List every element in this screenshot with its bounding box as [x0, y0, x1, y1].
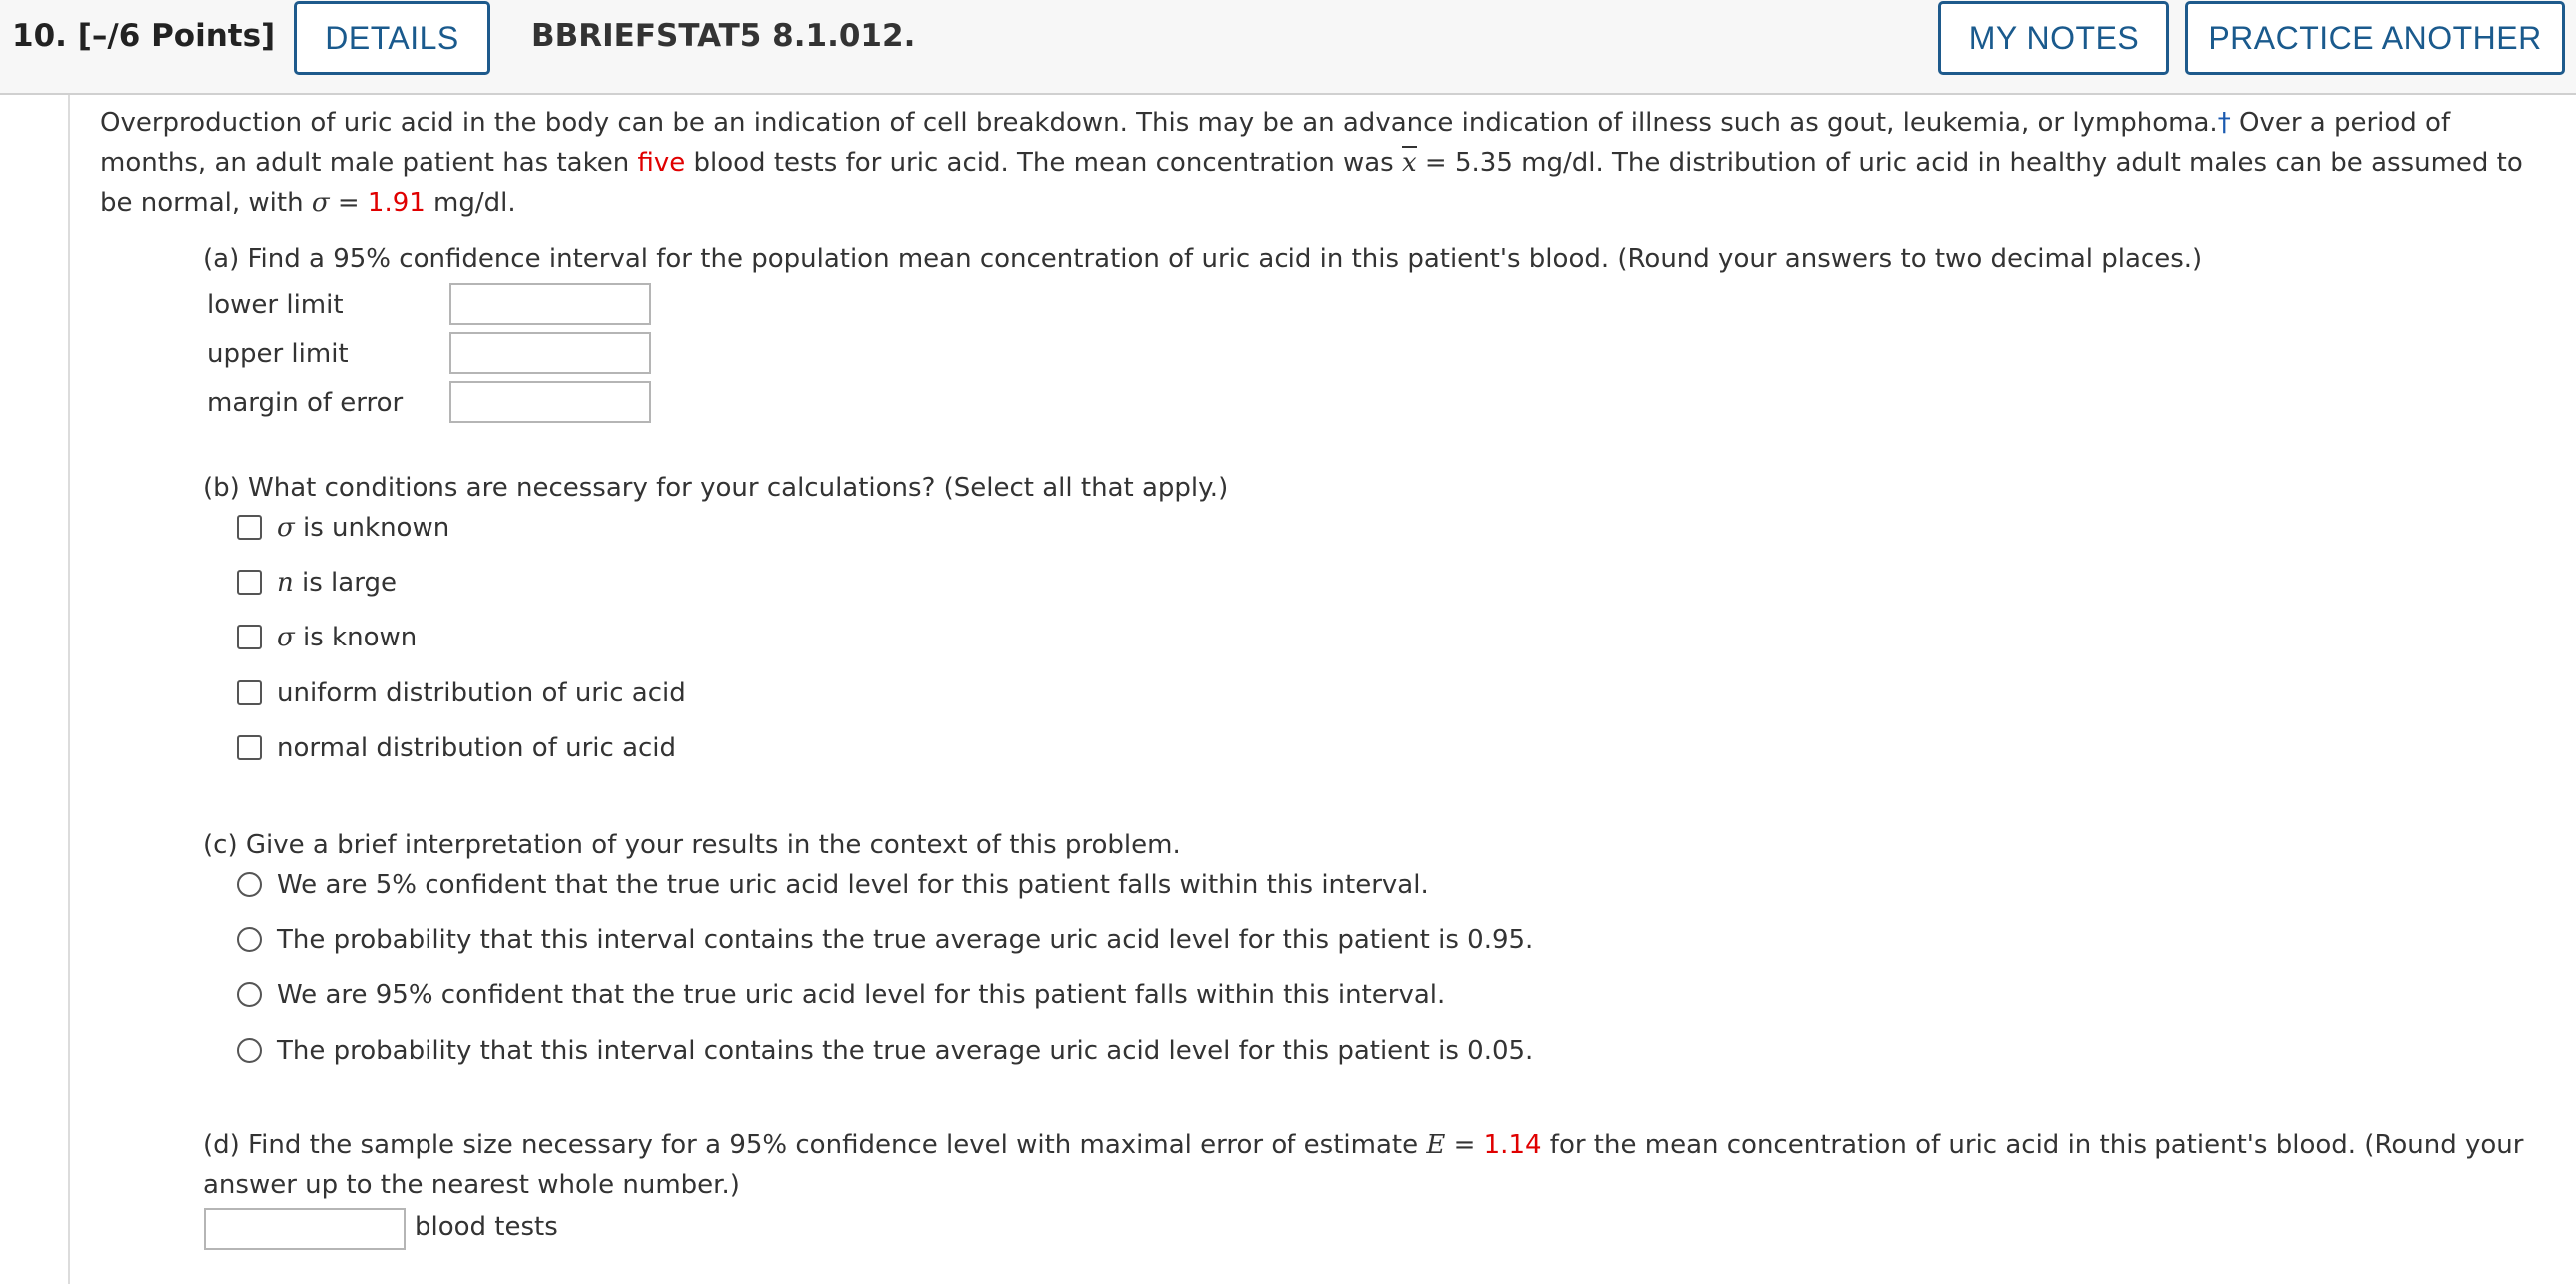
practice-another-button[interactable]: PRACTICE ANOTHER — [2185, 1, 2565, 75]
interpretation-option-2: The probability that this interval contains the true average uric acid level for this patient is 0.95. — [277, 925, 1534, 955]
part-d-prompt-line-2: answer up to the nearest whole number.) — [203, 1170, 740, 1200]
question-header — [0, 0, 2576, 95]
sigma-known-label: σ is known — [277, 623, 418, 652]
normal-distribution-label: normal distribution of uric acid — [277, 733, 677, 763]
margin-of-error-input[interactable] — [449, 381, 651, 423]
problem-line-3: be normal, with σ = 1.91 mg/dl. — [100, 188, 516, 218]
sigma-known-checkbox[interactable] — [237, 625, 262, 649]
interpretation-radio-4[interactable] — [237, 1038, 262, 1063]
part-d-prompt-line-1: (d) Find the sample size necessary for a 95% confidence level with maximal error of estimate E = 1.14 for the mean concentration of uric acid in this patient's blood. (Round your — [203, 1130, 2524, 1160]
part-a-prompt: (a) Find a 95% confidence interval for the population mean concentration of uric acid in this patient's blood. (Round your answers to two decimal places.) — [203, 244, 2203, 274]
footnote-dagger-link[interactable]: † — [2217, 108, 2231, 138]
details-button[interactable]: DETAILS — [294, 1, 490, 75]
my-notes-button[interactable]: MY NOTES — [1938, 1, 2169, 75]
interpretation-radio-1[interactable] — [237, 872, 262, 897]
upper-limit-label: upper limit — [207, 339, 349, 369]
sample-count-value: five — [637, 148, 686, 178]
question-number-points — [12, 18, 275, 54]
part-b-prompt: (b) What conditions are necessary for your calculations? (Select all that apply.) — [203, 473, 1229, 503]
problem-line-1: Overproduction of uric acid in the body can be an indication of cell breakdown. This may be an advance indication of illness such as gout, leukemia, or lymphoma.† Over a period of — [100, 108, 2451, 138]
question-number: 10. — [12, 18, 67, 54]
margin-of-error-label: margin of error — [207, 388, 404, 418]
sigma-symbol: σ — [311, 188, 330, 218]
xbar-symbol: x — [1401, 148, 1417, 178]
lower-limit-input[interactable] — [449, 283, 651, 325]
e-value: 1.14 — [1483, 1130, 1542, 1160]
part-c-prompt: (c) Give a brief interpretation of your results in the context of this problem. — [203, 830, 1181, 860]
interpretation-option-4: The probability that this interval contains the true average uric acid level for this patient is 0.05. — [277, 1036, 1534, 1066]
sigma-unknown-label: σ is unknown — [277, 513, 450, 543]
interpretation-radio-2[interactable] — [237, 927, 262, 952]
e-symbol: E — [1426, 1130, 1446, 1160]
n-large-label: n is large — [277, 568, 397, 598]
sigma-value: 1.91 — [367, 188, 426, 218]
points-label: [–/6 Points] — [77, 18, 276, 54]
left-rule — [68, 95, 70, 1284]
problem-code: BBRIEFSTAT5 8.1.012. — [531, 18, 916, 54]
problem-line-2: months, an adult male patient has taken five blood tests for uric acid. The mean concentration was x = 5.35 mg/dl. The distribution of uric acid in healthy adult males can be assumed to — [100, 148, 2523, 178]
n-large-checkbox[interactable] — [237, 570, 262, 595]
normal-distribution-checkbox[interactable] — [237, 735, 262, 760]
interpretation-radio-3[interactable] — [237, 982, 262, 1007]
uniform-distribution-checkbox[interactable] — [237, 680, 262, 705]
sigma-unknown-checkbox[interactable] — [237, 515, 262, 540]
lower-limit-label: lower limit — [207, 290, 344, 320]
blood-tests-unit-label: blood tests — [415, 1212, 558, 1242]
sample-size-input[interactable] — [204, 1208, 406, 1250]
upper-limit-input[interactable] — [449, 332, 651, 374]
interpretation-option-3: We are 95% confident that the true uric acid level for this patient falls within this interval. — [277, 980, 1446, 1010]
uniform-distribution-label: uniform distribution of uric acid — [277, 678, 686, 708]
interpretation-option-1: We are 5% confident that the true uric acid level for this patient falls within this interval. — [277, 870, 1429, 900]
